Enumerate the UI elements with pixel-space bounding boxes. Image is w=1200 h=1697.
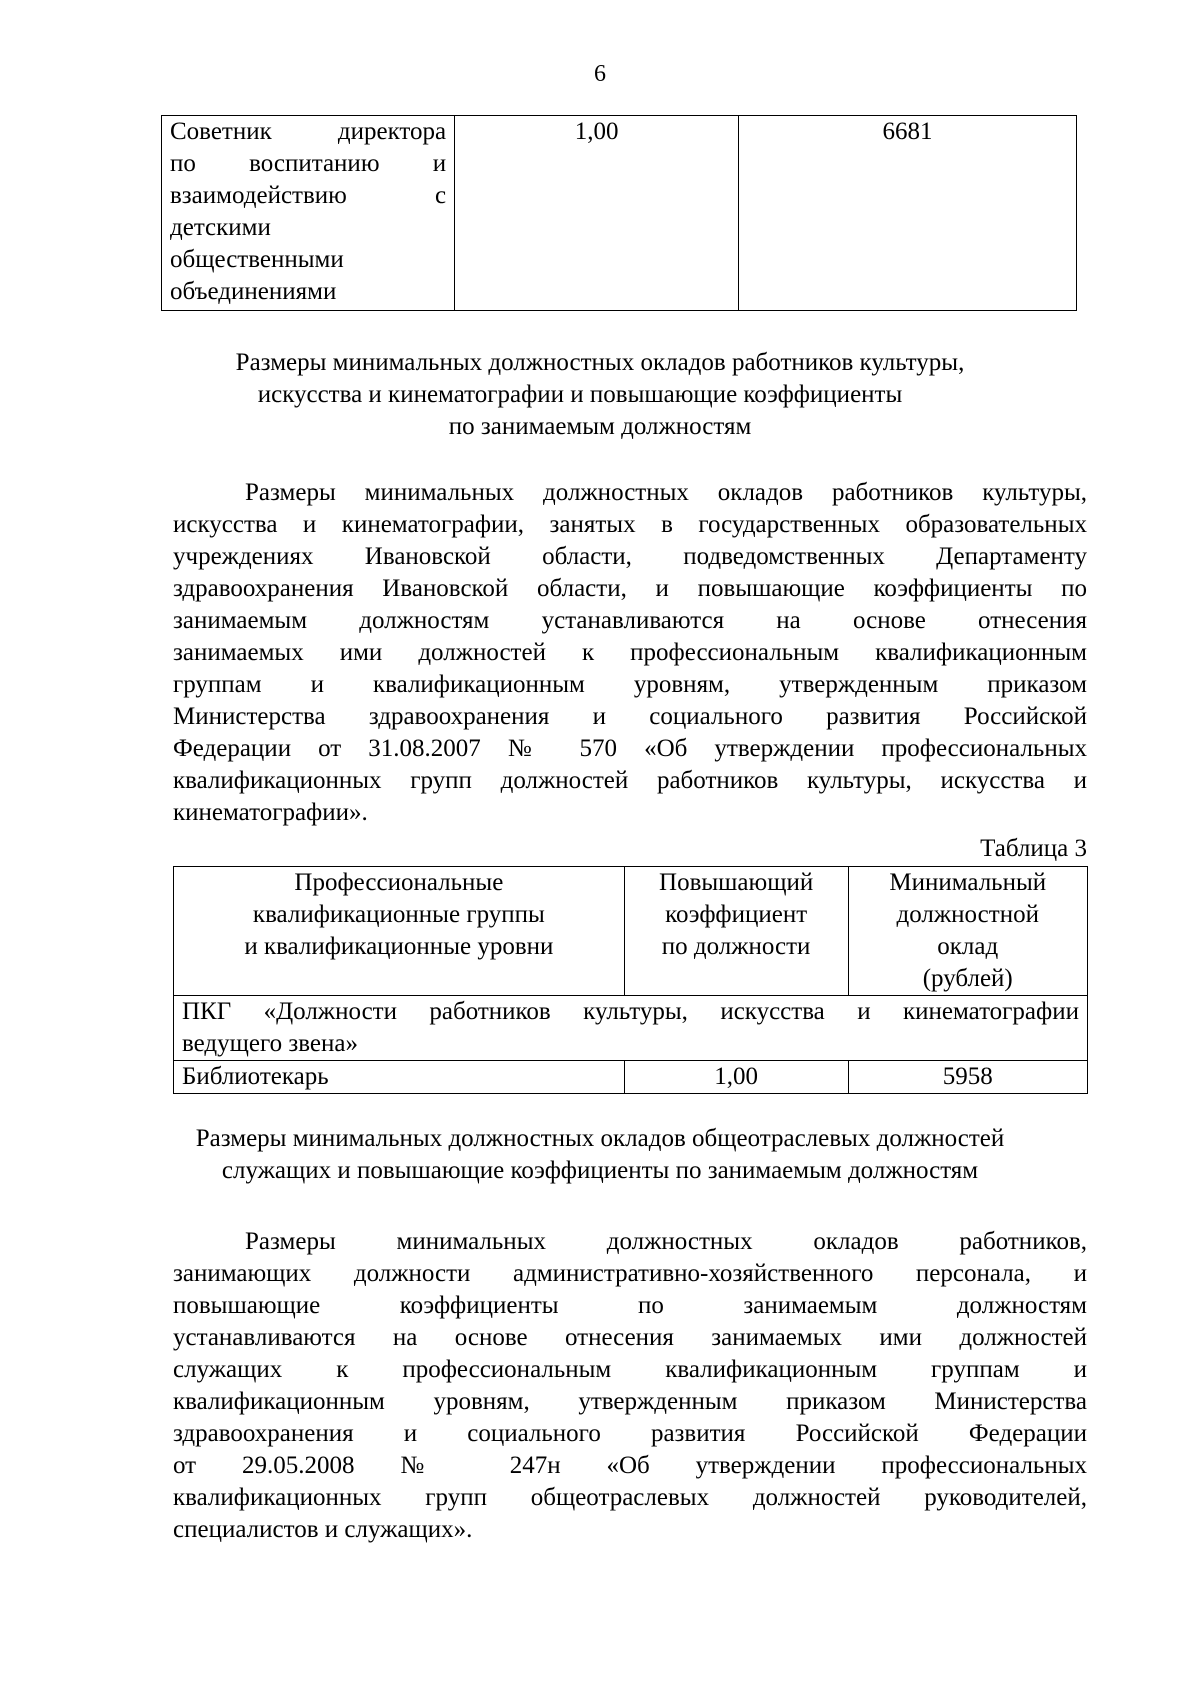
section-heading-general	[0, 1123, 1200, 1187]
header-line: квалификационные группы	[252, 901, 545, 928]
paragraph-line: квалификационных групп должностей работников культуры, искусства и	[173, 767, 1087, 794]
page-number: 6	[594, 61, 606, 87]
header-line: по должности	[661, 933, 811, 960]
heading-line: служащих и повышающие коэффициенты по занимаемым должностям	[221, 1157, 979, 1184]
group-cell	[174, 996, 1088, 1061]
position-line: детскими	[170, 214, 271, 241]
paragraph-line: Федерации от 31.08.2007 № 570 «Об утверждении профессиональных	[173, 735, 1087, 762]
paragraph-line: повышающие коэффициенты по занимаемым должностям	[173, 1292, 1087, 1319]
header-line: оклад	[937, 933, 999, 960]
table-header-row	[174, 867, 1088, 996]
header-line: Минимальный	[889, 869, 1047, 896]
group-line: ПКГ «Должности работников культуры, искусства и кинематографии	[182, 998, 1079, 1025]
paragraph-line: от 29.05.2008 № 247н «Об утверждении профессиональных	[173, 1452, 1087, 1479]
position-line: по воспитанию и	[170, 150, 447, 177]
paragraph-line: кинематографии».	[173, 799, 368, 826]
group-line: ведущего звена»	[182, 1030, 358, 1057]
table-row	[162, 116, 1077, 311]
paragraph-line: служащих к профессиональным квалификационным группам и	[173, 1356, 1087, 1383]
paragraph-line: занимаемым должностям устанавливаются на основе отнесения	[173, 607, 1087, 634]
coefficient-cell: 1,00	[455, 116, 739, 311]
salary-table-top	[161, 115, 1077, 311]
section-heading-culture	[0, 347, 1200, 443]
salary-cell: 5958	[848, 1061, 1088, 1094]
header-groups	[174, 867, 625, 996]
paragraph-line: здравоохранения Ивановской области, и повышающие коэффициенты по	[173, 575, 1087, 602]
paragraph-line: занимающих должности административно-хозяйственного персонала, и	[173, 1260, 1087, 1287]
heading-line: Размеры минимальных должностных окладов работников культуры,	[235, 349, 965, 376]
paragraph-line: группам и квалификационным уровням, утвержденным приказом	[173, 671, 1087, 698]
salary-table-3	[173, 866, 1088, 1094]
paragraph-line: здравоохранения и социального развития Российской Федерации	[173, 1420, 1087, 1447]
paragraph-line: устанавливаются на основе отнесения занимаемых ими должностей	[173, 1324, 1087, 1351]
position-line: Советник директора	[170, 118, 447, 145]
position-cell: Библиотекарь	[174, 1061, 625, 1094]
header-line: Профессиональные	[294, 869, 504, 896]
header-line: Повышающий	[659, 869, 814, 896]
position-line: объединениями	[170, 278, 337, 305]
header-line: (рублей)	[922, 965, 1013, 992]
coefficient-cell: 1,00	[624, 1061, 848, 1094]
paragraph-line: занимаемых ими должностей к профессиональным квалификационным	[173, 639, 1087, 666]
heading-line: искусства и кинематографии и повышающие коэффициенты	[257, 381, 903, 408]
position-line: взаимодействию с	[170, 182, 447, 209]
heading-line: по занимаемым должностям	[448, 413, 752, 440]
paragraph-line: Размеры минимальных должностных окладов работников культуры,	[245, 479, 1087, 506]
position-line: общественными	[170, 246, 344, 273]
position-cell	[162, 116, 455, 311]
header-salary	[848, 867, 1088, 996]
table-label: Таблица 3	[980, 835, 1087, 862]
paragraph-line: Размеры минимальных должностных окладов работников,	[245, 1228, 1087, 1255]
paragraph-line: Министерства здравоохранения и социального развития Российской	[173, 703, 1087, 730]
table-group-row	[174, 996, 1088, 1061]
salary-cell: 6681	[739, 116, 1077, 311]
table-row	[174, 1061, 1088, 1094]
paragraph-line: искусства и кинематографии, занятых в государственных образовательных	[173, 511, 1087, 538]
heading-line: Размеры минимальных должностных окладов общеотраслевых должностей	[195, 1125, 1005, 1152]
header-line: коэффициент	[665, 901, 808, 928]
paragraph-line: специалистов и служащих».	[173, 1516, 473, 1543]
header-line: и квалификационные уровни	[244, 933, 554, 960]
header-line: должностной	[896, 901, 1039, 928]
paragraph-line: квалификационных групп общеотраслевых должностей руководителей,	[173, 1484, 1087, 1511]
paragraph-line: учреждениях Ивановской области, подведомственных Департаменту	[173, 543, 1087, 570]
paragraph-line: квалификационным уровням, утвержденным приказом Министерства	[173, 1388, 1087, 1415]
header-coefficient	[624, 867, 848, 996]
paragraph-culture	[173, 477, 1087, 829]
paragraph-general	[173, 1226, 1087, 1546]
